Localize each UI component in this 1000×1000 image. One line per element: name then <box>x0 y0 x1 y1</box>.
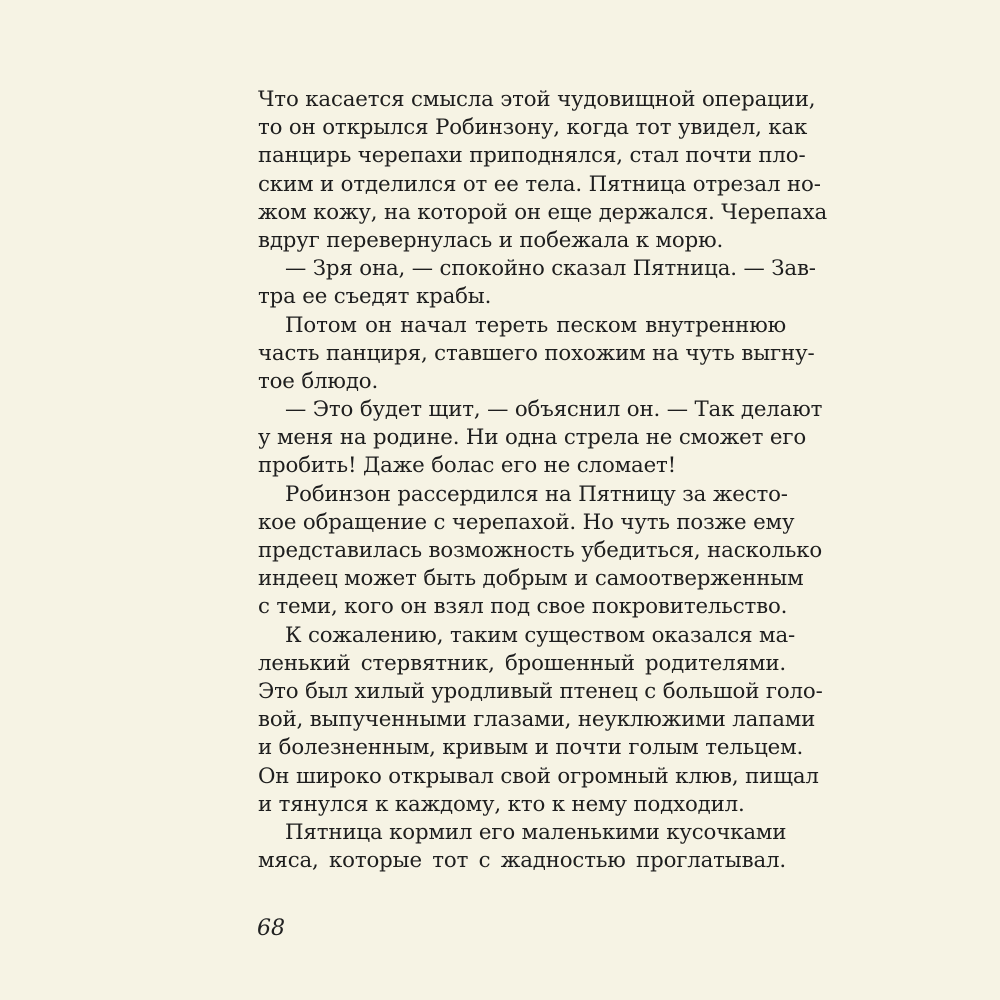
text-line: тра ее съедят крабы. <box>258 284 492 310</box>
text-line: мяса, которые тот с жадностью проглатывал. <box>258 848 786 874</box>
text-line: Пятница кормил его маленькими кусочками <box>285 819 787 845</box>
text-line: Это был хилый уродливый птенец с большой голо- <box>258 678 823 704</box>
text-line: — Это будет щит, — объяснил он. — Так делают <box>285 397 823 423</box>
page-number: 68 <box>257 916 285 941</box>
body-text <box>258 86 827 875</box>
text-line: Робинзон рассердился на Пятницу за жесто- <box>285 481 788 507</box>
text-line: пробить! Даже болас его не сломает! <box>258 453 677 479</box>
text-line: и тянулся к каждому, кто к нему подходил. <box>258 791 745 817</box>
text-line: вой, выпученными глазами, неуклюжими лапами <box>258 707 816 733</box>
text-line: кое обращение с черепахой. Но чуть позже ему <box>258 509 795 535</box>
text-line: у меня на родине. Ни одна стрела не сможет его <box>258 425 807 451</box>
text-line: и болезненным, кривым и почти голым тельцем. <box>258 735 804 761</box>
text-line: тое блюдо. <box>258 368 379 394</box>
text-line: индеец может быть добрым и самоотверженным <box>258 566 804 592</box>
text-line: с теми, кого он взял под свое покровительство. <box>258 594 788 620</box>
text-line: ленький стервятник, брошенный родителями. <box>258 650 786 676</box>
text-line: Что касается смысла этой чудовищной операции, <box>258 87 816 112</box>
text-line: Он широко открывал свой огромный клюв, пищал <box>258 763 819 789</box>
text-line: — Зря она, — спокойно сказал Пятница. — Зав- <box>285 256 816 282</box>
text-line: ским и отделился от ее тела. Пятница отрезал но- <box>258 171 821 197</box>
text-line: жом кожу, на которой он еще держался. Черепаха <box>258 199 827 225</box>
text-line: К сожалению, таким существом оказался ма- <box>285 622 796 648</box>
text-line: представилась возможность убедиться, насколько <box>258 538 822 563</box>
text-line: часть панциря, ставшего похожим на чуть выгну- <box>258 340 815 366</box>
text-line: Потом он начал тереть песком внутреннюю <box>285 312 786 338</box>
text-line: вдруг перевернулась и побежала к морю. <box>258 227 724 253</box>
text-line: панцирь черепахи приподнялся, стал почти пло- <box>258 143 806 169</box>
text-line: то он открылся Робинзону, когда тот увидел, как <box>258 115 808 141</box>
